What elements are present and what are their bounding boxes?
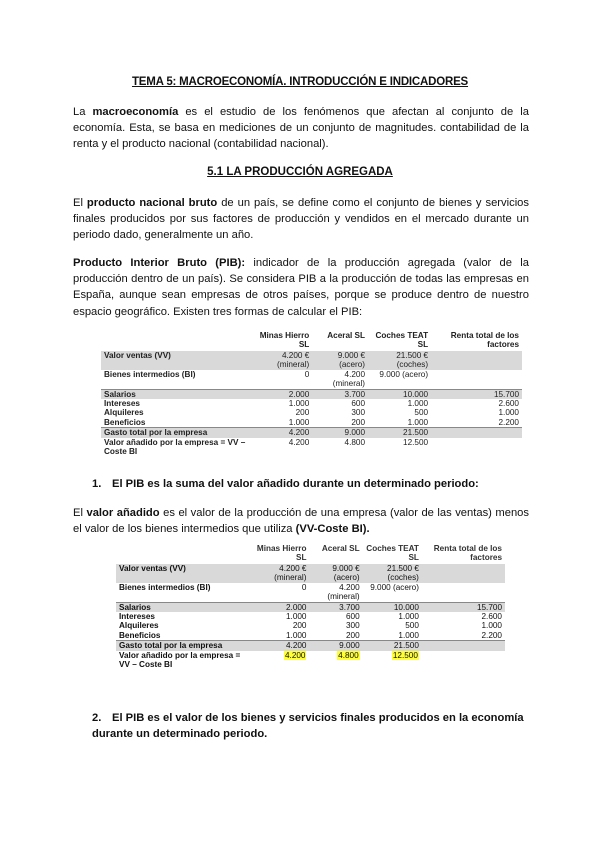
table-row [101,399,522,408]
column-header: Minas Hierro SL [256,544,307,563]
table-cell: 12.500 [403,437,429,447]
column-header: Renta total de los factores [450,331,519,350]
table-cell: 200 [295,408,310,418]
table-cell: 1.000 [398,611,419,621]
column-header: Minas Hierro SL [259,331,310,350]
table-cell: Beneficios [104,417,146,427]
table-cell: 3.700 [309,602,362,612]
table-cell: Bienes intermedios (BI) [104,369,196,379]
table-cell: 600 [351,398,366,408]
table-cell [422,564,505,583]
table-cell: 600 [345,611,360,621]
pnb-bold-term: producto nacional bruto [86,197,218,209]
table-cell: 1.000 [285,630,307,640]
intro-bold-term: macroeconomía [92,106,179,118]
pib-post: indicador de la producción agregada (valor de la producción dentro de un país). Se considera PIB a la producción de todas las empresas en España, aunque sean empresas de otros países, porque se produce dentro de nuestro espacio geográfico. Existen tres formas de calcular el PIB: [73,257,529,318]
va-formula: (VV-Coste BI). [295,523,370,536]
table-row [116,602,505,612]
pnb-pre: El [73,197,87,209]
table-cell: 4.800 [344,437,366,447]
table-cell: 9.000 € (acero) [309,564,362,583]
pib-bold-term: Producto Interior Bruto (PIB): [73,257,246,269]
table-cell: 9.000 (acero) [370,582,419,592]
table-cell: 4.200 € (mineral) [252,564,310,583]
va-post: es el valor de la producción de una empresa (valor de las ventas) menos el valor de los bienes intermedios que utiliza [73,507,529,536]
table-cell: 9.000 (acero) [379,369,429,379]
table-cell: 10.000 [363,602,422,612]
table-row [101,370,522,389]
table-cell: Alquileres [119,621,159,631]
table-cell: Valor ventas (VV) [116,564,252,583]
table-cell: Beneficios [119,630,161,640]
table-cell [431,438,522,457]
table-header-row [116,543,505,564]
column-header: Renta total de los factores [433,544,502,563]
table-row [116,651,505,670]
table-cell: 2.200 [481,630,502,640]
table-cell: 1.000 [407,398,429,408]
va-pre: El [73,507,87,519]
table-cell: 1.000 [498,408,519,418]
table-cell: 10.000 [368,389,431,399]
intro-paragraph [73,104,529,153]
table-cell: 2.000 [251,389,312,399]
table-row [116,621,505,630]
table-cell: 2.200 [498,417,519,427]
table-row [116,612,505,621]
table-cell: 200 [351,417,366,427]
table-cell: 1.000 [285,611,307,621]
table-cell: 4.200 [252,641,310,651]
table-cell: 15.700 [431,389,522,399]
table-cell: Gasto total por la empresa [116,641,252,651]
table-cell: 1.000 [407,417,429,427]
pib-table-2 [116,543,505,669]
table-cell: 21.500 € (coches) [363,564,422,583]
table-row [101,438,522,457]
table-cell: 4.200 (mineral) [332,369,366,389]
table-cell [252,651,310,670]
table-cell: 500 [414,408,429,418]
column-header: Coches TEAT SL [375,331,429,350]
table-cell: 4.200 [288,437,310,447]
table-cell: Gasto total por la empresa [101,428,251,438]
table-cell: Intereses [104,398,140,408]
table-cell: Valor añadido por la empresa = VV – Coste BI [119,650,241,670]
table-cell: 1.000 [398,630,419,640]
table-header-row [101,330,522,351]
table-cell: 300 [351,408,366,418]
table-cell [431,351,522,370]
table-cell: 200 [292,621,307,631]
page-title: TEMA 5: MACROECONOMÍA. INTRODUCCIÓN E INDICADORES [131,76,469,88]
column-header: Aceral SL [327,331,366,340]
table-1 [101,330,522,456]
table-cell: 15.700 [422,602,505,612]
column-header: Aceral SL [321,544,360,553]
table-cell: 1.000 [288,398,310,408]
table-cell: 1.000 [288,417,310,427]
table-cell: 2.600 [498,398,519,408]
list-item-2 [92,710,532,742]
table-cell: Bienes intermedios (BI) [119,582,211,592]
valor-anadido-paragraph [73,505,529,537]
list-item-1 [92,476,532,492]
table-row [101,428,522,438]
table-cell: Valor añadido por la empresa = VV – Coste BI [104,437,246,457]
table-cell [431,428,522,438]
table-cell: 0 [301,582,307,592]
table-row [116,641,505,651]
table-cell: Valor ventas (VV) [101,351,251,370]
table-cell: 21.500 € (coches) [368,351,431,370]
table-cell: Salarios [101,389,251,399]
table-cell: 2.600 [481,611,502,621]
table-cell: 2.000 [252,602,310,612]
table-cell: 1.000 [481,621,502,631]
highlighted-value: 4.200 [284,650,306,660]
list-number: 2. [92,712,102,724]
intro-post: es el estudio de los fenómenos que afectan al conjunto de la economía. Esta, se basa en mediciones de un conjunto de magnitudes. contabilidad de la renta y el producto nacional (contabilidad nacional). [73,106,529,151]
column-header [101,330,251,351]
column-header: Coches TEAT SL [366,544,419,563]
highlighted-value: 4.800 [338,650,359,660]
pib-table-1 [101,330,522,456]
list-text: El PIB es el valor de los bienes y servicios finales producidos en la economía durante un determinado periodo. [92,712,524,741]
highlighted-value: 12.500 [392,650,418,660]
intro-pre: La [73,106,93,118]
table-row [116,583,505,602]
table-cell: Alquileres [104,408,144,418]
table-cell: Intereses [119,611,155,621]
pnb-paragraph [73,195,529,244]
table-row [101,389,522,399]
va-bold-term: valor añadido [86,507,160,519]
table-cell [422,641,505,651]
table-cell: Salarios [116,602,252,612]
table-cell [363,651,422,670]
table-cell [431,370,522,389]
table-cell [309,651,362,670]
table-cell: 4.200 (mineral) [327,582,360,602]
table-cell: 500 [405,621,419,631]
table-row [116,564,505,583]
table-cell: 9.000 € (acero) [312,351,368,370]
section-title: 5.1 LA PRODUCCIÓN AGREGADA [207,166,393,178]
pnb-post: de un país, se define como el conjunto de bienes y servicios finales producidos por sus factores de producción y vendidos en el mercado durante un periodo dado, generalmente un año. [73,197,529,242]
table-cell: 4.200 € (mineral) [251,351,312,370]
table-row [101,351,522,370]
list-text: El PIB es la suma del valor añadido durante un determinado periodo: [112,478,479,490]
table-cell: 21.500 [368,428,431,438]
table-cell [422,583,505,602]
column-header [116,543,252,564]
table-cell: 200 [345,630,360,640]
list-number: 1. [92,478,102,490]
table-2 [116,543,505,669]
table-cell: 3.700 [312,389,368,399]
pib-paragraph [73,255,529,320]
table-row [101,408,522,417]
table-cell: 9.000 [312,428,368,438]
table-row [116,631,505,641]
table-row [101,418,522,428]
table-cell: 0 [304,369,310,379]
table-cell: 21.500 [363,641,422,651]
table-cell: 4.200 [251,428,312,438]
table-cell [422,651,505,670]
table-cell: 9.000 [309,641,362,651]
table-cell: 300 [345,621,360,631]
